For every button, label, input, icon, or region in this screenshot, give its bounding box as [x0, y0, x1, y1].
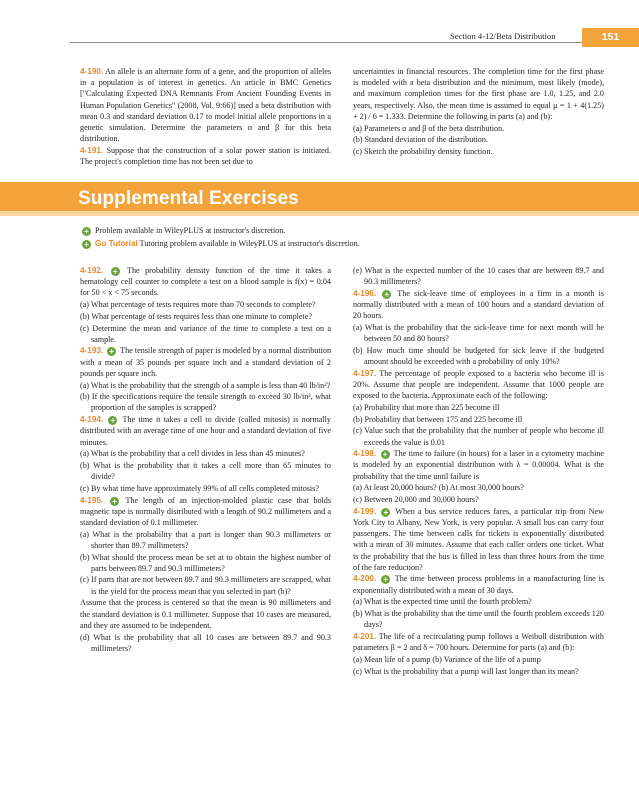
exercise-part: (a) What percentage of tests requires more than 70 seconds to complete?	[80, 300, 316, 310]
exercise-number: 4-201.	[353, 632, 377, 641]
exercise-number: 4-193.	[80, 346, 104, 356]
exercise	[353, 288, 604, 322]
exercise-text: The time to failure (in hours) for a laser in a cytometry machine is modeled by an exponential distribution with λ = 0.00004. What is the probability that the time until failure is	[353, 449, 605, 481]
exercise-continuation: uncertainties in financial resources. The completion time for the first phase is modeled with a beta distribution and the minimum, most likely (mode), and maximum completion times for the first phase are 1.0, 1.25, and 2.0 years, respectively. Also, the mean time is assumed to equal μ = 1 + 4(1.25) + 2) / 6 = 1.333. Determine the following in parts (a) and (b):	[353, 67, 604, 121]
exercise-part: (b) Standard deviation of the distribution.	[353, 135, 488, 145]
plus-icon: +	[82, 240, 91, 249]
plus-icon: +	[381, 450, 390, 459]
exercise-part: (d) What is the probability that all 10 cases are between 89.7 and 90.3 millimeters?	[80, 632, 331, 653]
exercise-part: (a) What is the probability that the sick-leave time for next month will be between 50 and 80 hours?	[353, 323, 604, 344]
banner-strip	[0, 211, 639, 216]
exercise-part: (b) How much time should be budgeted for sick leave if the budgeted amount should be exceeded with a probability of only 10%?	[353, 345, 604, 367]
right-exercise-column	[353, 265, 604, 677]
exercise	[80, 495, 331, 529]
legend-text: Problem available in WileyPLUS at instructor's discretion.	[95, 226, 286, 235]
exercise-part: (b) What should the process mean be set at to obtain the highest number of parts between 89.7 and 90.3 millimeters?	[80, 552, 331, 573]
left-exercise-column	[80, 265, 331, 654]
top-left-column	[80, 66, 331, 168]
header-rule	[70, 42, 639, 43]
exercise-text: The percentage of people exposed to a bacteria who become ill is 20%. Assume that people are independent. Assume that 1000 people are exposed to the bacteria. Approximate each of the following:	[353, 368, 605, 401]
exercise	[80, 414, 331, 448]
section-banner	[0, 182, 639, 216]
exercise	[353, 573, 604, 595]
exercise	[80, 597, 331, 631]
exercise-part: (b) What is the probability that the time until the fourth problem exceeds 120 days?	[353, 609, 604, 630]
exercise-number: 4-197.	[353, 368, 377, 378]
top-right-column	[353, 66, 604, 158]
exercise	[353, 631, 604, 653]
exercise	[80, 345, 331, 379]
exercise-part: (a) Probability that more than 225 become ill	[353, 402, 500, 412]
exercise-number: 4-196.	[353, 288, 377, 298]
plus-icon: +	[82, 227, 91, 236]
plus-icon: +	[111, 267, 120, 276]
exercise-text: Suppose that the construction of a solar power station is initiated. The project's completion time has not been set due to	[80, 145, 331, 167]
exercise-part: (c) Value such that the probability that the number of people who become ill exceeds the value is 0.01	[353, 426, 604, 447]
running-header: Section 4-12/Beta Distribution	[450, 31, 556, 41]
exercise-number: 4-191.	[80, 145, 104, 155]
exercise-part: (b) What is the probability that it takes a cell more than 65 minutes to divide?	[80, 460, 331, 482]
exercise-part: (a) Parameters α and β of the beta distribution.	[353, 123, 505, 133]
exercise-text: The time between process problems in a manufacturing line is exponentially distributed with a mean of 30 days.	[353, 574, 605, 595]
exercise-number: 4-195.	[80, 495, 104, 505]
exercise-number: 4-190.	[80, 67, 104, 76]
exercise-part: (c) Between 20,000 and 30,000 hours?	[353, 495, 479, 505]
go-tutorial-label: Go Tutorial	[95, 239, 138, 248]
plus-icon: +	[381, 575, 390, 584]
legend-tutorial	[80, 239, 360, 249]
plus-icon: +	[381, 508, 390, 517]
exercise-text: The length of an injection-molded plastic case that holds magnetic tape is normally distributed with a length of 90.2 millimeters and a standard deviation of 0.1 millimeter.	[80, 495, 332, 527]
legend-problem	[80, 226, 285, 236]
page-number: 151	[582, 28, 639, 47]
exercise-text: The probability density function of the time it takes a hematology cell counter to complete a test on a blood sample is f(x) = 0.04 for 50 < x < 75 seconds.	[80, 266, 331, 298]
exercise	[80, 66, 331, 144]
exercise-text: The sick-leave time of employees in a firm in a month is normally distributed with a mean of 100 hours and a standard deviation of 20 hours.	[353, 288, 605, 321]
exercise-text: When a bus service reduces fares, a particular trip from New York City to Albany, New York, is very popular. A small bus can carry four passengers. The time between calls for tickets is exponentially distributed with a mean of 30 minutes. Assume that each caller orders one ticket. What is the probability that the bus is filled in less than three hours from the time of the fare reduction?	[353, 506, 604, 572]
exercise	[353, 506, 604, 573]
exercise-part: (c) Sketch the probability density function.	[353, 146, 493, 156]
plus-icon: +	[110, 497, 119, 506]
exercise-number: 4-200.	[353, 574, 377, 584]
exercise-text: The time it takes a cell to divide (called mitosis) is normally distributed with an average time of one hour and a standard deviation of five minutes.	[80, 415, 331, 447]
exercise-text: Assume that the process is centered so that the mean is 90 millimeters and the standard deviation is 0.1 millimeter. Suppose that 10 cases are measured, and they are assumed to be independent.	[80, 598, 331, 630]
exercise-part: (c) By what time have approximately 99% of all cells completed mitosis?	[80, 483, 319, 493]
exercise-number: 4-192.	[80, 266, 104, 275]
exercise-part: (a) What is the probability that the strength of a sample is less than 40 lb/in²?	[80, 380, 331, 390]
exercise-part: (c) What is the probability that a pump will last longer than its mean?	[353, 666, 579, 676]
plus-icon: +	[107, 347, 116, 356]
exercise	[80, 145, 331, 167]
legend-text: Tutoring problem available in WileyPLUS at instructor's discretion.	[139, 239, 360, 248]
exercise-part: (b) If the specifications require the tensile strength to exceed 30 lb/in², what proportion of the samples is scrapped?	[80, 392, 331, 413]
exercise	[353, 368, 604, 402]
plus-icon: +	[108, 416, 117, 425]
exercise-text: The tensile strength of paper is modeled by a normal distribution with a mean of 35 pounds per square inch and a standard deviation of 2 pounds per square inch.	[80, 346, 332, 378]
exercise-part: (a) What is the expected time until the fourth problem?	[353, 597, 532, 607]
exercise-part: (a) What is the probability that a part is longer than 90.3 millimeters or shorter than 89.7 millimeters?	[80, 529, 331, 550]
exercise-text: An allele is an alternate form of a gene, and the proportion of alleles in a population is of interest in genetics. An article in BMC Genetics ["Calculating Expected DNA Remnants From Ancient Founding Events in Human Population Genetics" (2008, Vol. 9:66)] used a beta distribution with mean 0.3 and standard deviation 0.17 to model initial allele proportions in a genetic simulation. Determine the parameters α and β for this beta distribution.	[80, 67, 331, 144]
exercise-part: (a) Mean life of a pump (b) Variance of the life of a pump	[353, 654, 541, 664]
plus-icon: +	[382, 290, 391, 299]
exercise-part: (a) What is the probability that a cell divides in less than 45 minutes?	[80, 449, 305, 459]
exercise-part: (c) Determine the mean and variance of the time to complete a test on a sample.	[80, 323, 331, 344]
exercise-number: 4-199.	[353, 506, 377, 516]
exercise-part: (b) Probability that between 175 and 225 become ill	[353, 414, 523, 424]
exercise-text: The life of a recirculating pump follows a Weibull distribution with parameters β = 2 and δ = 700 hours. Determine for parts (a) and (b):	[353, 632, 604, 653]
exercise-part: (b) What percentage of tests requires less than one minute to complete?	[80, 311, 313, 321]
exercise-part: (e) What is the expected number of the 10 cases that are between 89.7 and 90.3 millimeters?	[353, 266, 604, 287]
exercise-number: 4-194.	[80, 415, 104, 425]
section-heading: Supplemental Exercises	[78, 188, 299, 209]
exercise-part: (c) If parts that are not between 89.7 and 90.3 millimeters are scrapped, what is the yield for the process mean that you selected in part (b)?	[80, 575, 331, 596]
exercise	[80, 265, 331, 299]
exercise-part: (a) At least 20,000 hours? (b) At most 30,000 hours?	[353, 483, 524, 493]
exercise	[353, 448, 604, 482]
exercise-number: 4-198.	[353, 449, 377, 459]
